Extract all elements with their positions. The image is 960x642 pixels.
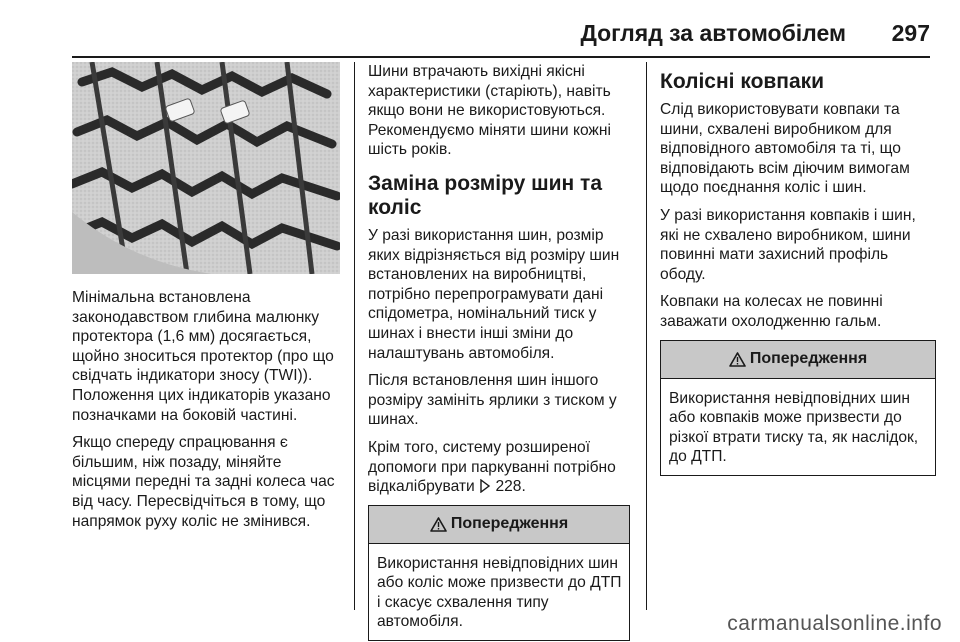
section-heading: Заміна розміру шин та коліс bbox=[368, 171, 603, 219]
warning-title: Попередження bbox=[450, 515, 569, 533]
header-rule bbox=[72, 56, 930, 58]
warning-triangle-icon bbox=[430, 517, 447, 532]
paragraph: У разі використання шин, розмір яких відрізняється від розміру шин встановлених на виробництві, потрібно перепрограмувати дані спідометра, номінальний тиск у шинах і внести інші зміни до налаштувань автомобіля. bbox=[368, 226, 620, 362]
paragraph: Якщо спереду спрацювання є більшим, ніж позаду, міняйте місцями передні та задні колеса час від часу. Пересвідчіться в тому, що напрямок руху коліс не змінився. bbox=[72, 434, 335, 530]
column-divider bbox=[646, 62, 647, 610]
paragraph: Після встановлення шин іншого розміру замініть ярлики з тиском у шинах. bbox=[368, 372, 617, 429]
warning-header bbox=[369, 506, 629, 544]
warning-text: Використання невідповідних шин або коліс може призвести до ДТП і скасує схвалення типу автомобіля. bbox=[377, 554, 622, 631]
column-divider bbox=[354, 62, 355, 610]
paragraph: У разі використання ковпаків і шин, які не схвалено виробником, шини повинні мати захисний профіль ободу. bbox=[660, 206, 916, 283]
section-title: Догляд за автомобілем bbox=[580, 20, 846, 46]
paragraph: Шини втрачають вихідні якісні характеристики (старіють), навіть якщо вони не використовуються. Рекомендуємо міняти шини кожні шість років. bbox=[368, 63, 611, 159]
warning-text: Використання невідповідних шин або ковпаків може призвести до різкої втрати тиску та, як наслідок, до ДТП. bbox=[669, 389, 919, 466]
column-middle bbox=[368, 62, 630, 641]
section-heading: Колісні ковпаки bbox=[660, 70, 825, 93]
column-left bbox=[72, 62, 344, 539]
warning-box bbox=[368, 505, 630, 641]
tire-tread-figure bbox=[72, 62, 340, 274]
tire-tread-illustration bbox=[72, 62, 340, 274]
page-header bbox=[72, 14, 930, 58]
warning-header bbox=[661, 341, 935, 379]
paragraph: Мінімальна встановлена законодавством глибина малюнку протектора (1,6 мм) досягається, щойно зноситься протектор (про що свідчать індикатори зносу (TWI)). Положення цих індикаторів указано позначками на боковій частині. bbox=[72, 289, 334, 424]
warning-title: Попередження bbox=[749, 350, 868, 368]
column-right bbox=[660, 62, 936, 476]
warning-box bbox=[660, 340, 936, 476]
page-reference-link[interactable]: 228. bbox=[495, 478, 526, 496]
reference-arrow-icon bbox=[479, 479, 491, 493]
paragraph-text: Крім того, систему розширеної допомоги при паркуванні потрібно відкалібрувати bbox=[368, 438, 616, 496]
paragraph: Слід використовувати ковпаки та шини, схвалені виробником для відповідного автомобіля та ті, що відповідають всім діючим вимогам щодо поєднання коліс і шин. bbox=[660, 101, 910, 197]
paragraph: Ковпаки на колесах не повинні заважати охолодженню гальм. bbox=[660, 293, 883, 330]
warning-triangle-icon bbox=[729, 352, 746, 367]
watermark: carmanualsonline.info bbox=[727, 612, 942, 635]
page-number: 297 bbox=[891, 20, 930, 46]
paragraph-with-reference bbox=[368, 438, 630, 497]
